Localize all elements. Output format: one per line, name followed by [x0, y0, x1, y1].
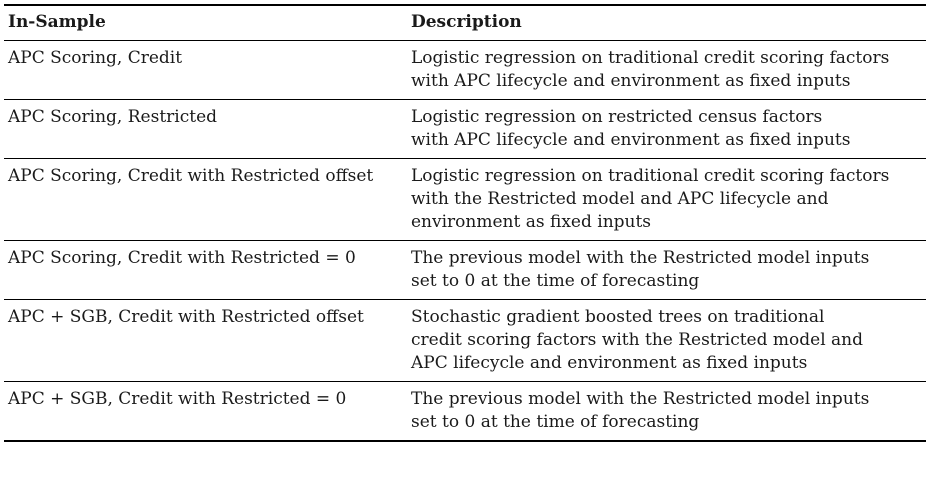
description-line: Logistic regression on restricted census factors	[411, 107, 823, 127]
table-row	[4, 100, 926, 159]
table-row	[4, 241, 926, 300]
model-name-cell: APC Scoring, Credit with Restricted offset	[4, 159, 407, 241]
description-line: set to 0 at the time of forecasting	[411, 271, 700, 291]
model-name-cell: APC + SGB, Credit with Restricted offset	[4, 300, 407, 382]
table-row	[4, 300, 926, 382]
header-in-sample: In-Sample	[4, 5, 407, 41]
table-header-row	[4, 5, 926, 41]
description-line: Stochastic gradient boosted trees on traditional	[411, 307, 825, 327]
table-row	[4, 159, 926, 241]
model-name-cell: APC Scoring, Credit	[4, 41, 407, 100]
description-line: with APC lifecycle and environment as fixed inputs	[411, 71, 851, 91]
model-name-cell: APC Scoring, Credit with Restricted = 0	[4, 241, 407, 300]
description-line: environment as fixed inputs	[411, 212, 652, 232]
description-cell	[407, 100, 926, 159]
description-line: with the Restricted model and APC lifecycle and	[411, 189, 829, 209]
description-cell	[407, 159, 926, 241]
description-line: The previous model with the Restricted model inputs	[411, 248, 870, 268]
description-cell	[407, 41, 926, 100]
description-cell	[407, 382, 926, 442]
description-line: credit scoring factors with the Restricted model and	[411, 330, 864, 350]
table-row	[4, 382, 926, 442]
description-line: Logistic regression on traditional credit scoring factors	[411, 166, 890, 186]
description-line: with APC lifecycle and environment as fixed inputs	[411, 130, 851, 150]
description-line: APC lifecycle and environment as fixed inputs	[411, 353, 808, 373]
description-line: Logistic regression on traditional credit scoring factors	[411, 48, 890, 68]
header-description: Description	[407, 5, 926, 41]
description-line: The previous model with the Restricted model inputs	[411, 389, 870, 409]
description-cell	[407, 241, 926, 300]
model-name-cell: APC Scoring, Restricted	[4, 100, 407, 159]
model-name-cell: APC + SGB, Credit with Restricted = 0	[4, 382, 407, 442]
table-row	[4, 41, 926, 100]
model-table-container	[4, 4, 926, 442]
description-line: set to 0 at the time of forecasting	[411, 412, 700, 432]
model-description-table	[4, 4, 926, 442]
description-cell	[407, 300, 926, 382]
